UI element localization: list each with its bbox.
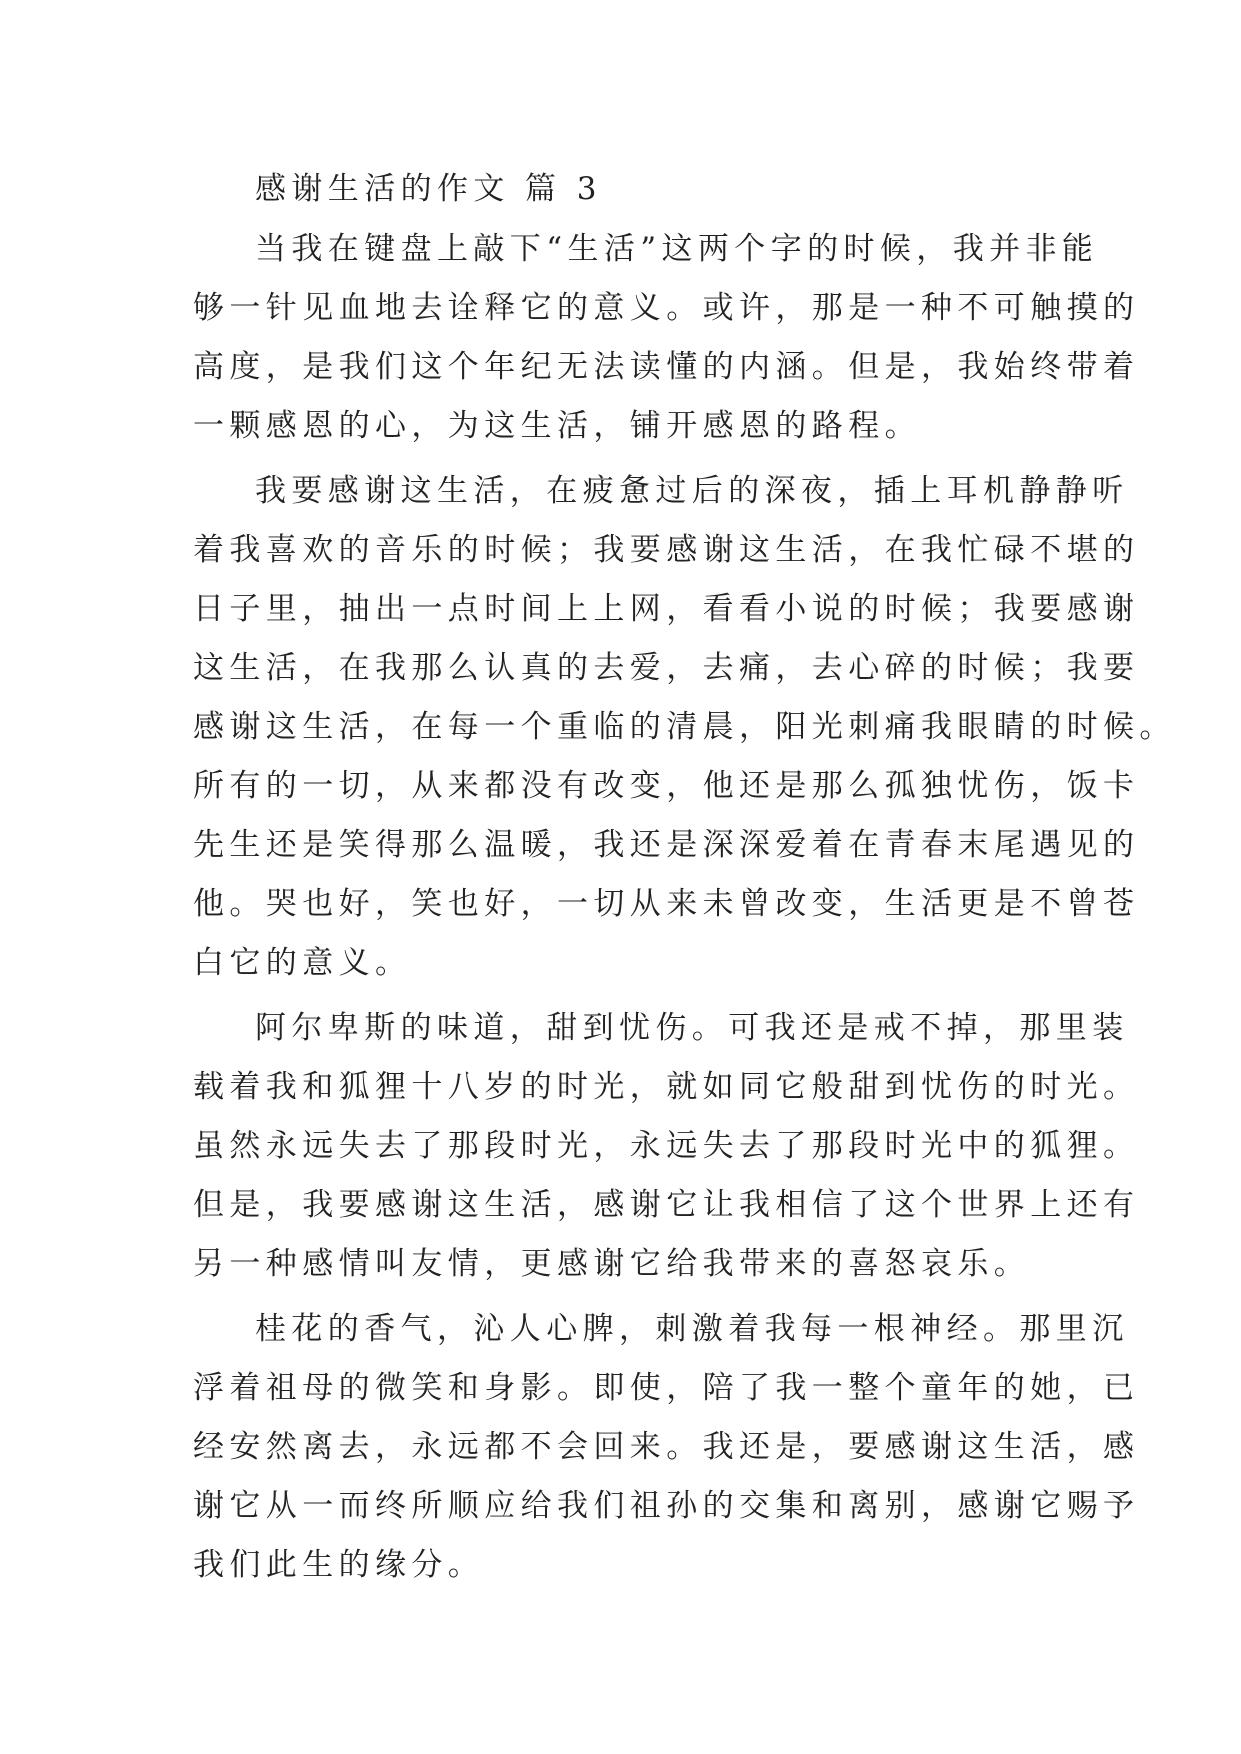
paragraph-3 [193, 999, 1140, 1294]
paragraph-2 [193, 462, 1176, 993]
paragraph-line: 先生还是笑得那么温暖，我还是深深爱着在青春末尾遇见的 [193, 827, 1140, 863]
paragraph-line: 浮着祖母的微笑和身影。即使，陪了我一整个童年的她，已 [193, 1370, 1140, 1406]
paragraph-line: 谢它从一而终所顺应给我们祖孙的交集和离别，感谢它赐予 [193, 1488, 1140, 1524]
paragraph-line: 当我在键盘上敲下“生活”这两个字的时候，我并非能 [255, 231, 1099, 267]
paragraph-line: 载着我和狐狸十八岁的时光，就如同它般甜到忧伤的时光。 [193, 1069, 1140, 1105]
paragraph-line: 但是，我要感谢这生活，感谢它让我相信了这个世界上还有 [193, 1187, 1140, 1223]
paragraph-line: 经安然离去，永远都不会回来。我还是，要感谢这生活，感 [193, 1429, 1140, 1465]
paragraph-line: 白它的意义。 [193, 945, 412, 981]
paragraph-line: 阿尔卑斯的味道，甜到忧伤。可我还是戒不掉，那里装 [255, 1010, 1129, 1046]
paragraph-line: 这生活，在我那么认真的去爱，去痛，去心碎的时候；我要 [193, 650, 1140, 686]
paragraph-line: 感谢这生活，在每一个重临的清晨，阳光刺痛我眼睛的时候。 [193, 709, 1176, 745]
paragraph-line: 一颗感恩的心，为这生活，铺开感恩的路程。 [193, 408, 921, 444]
paragraph-line: 高度，是我们这个年纪无法读懂的内涵。但是，我始终带着 [193, 349, 1140, 385]
paragraph-line: 桂花的香气，沁人心脾，刺激着我每一根神经。那里沉 [255, 1311, 1129, 1347]
paragraph-line: 够一针见血地去诠释它的意义。或许，那是一种不可触摸的 [193, 290, 1140, 326]
paragraph-line: 日子里，抽出一点时间上上网，看看小说的时候；我要感谢 [193, 591, 1140, 627]
paragraph-line: 我们此生的缘分。 [193, 1547, 485, 1583]
paragraph-line: 他。哭也好，笑也好，一切从来未曾改变，生活更是不曾苍 [193, 886, 1140, 922]
document-title: 感谢生活的作文 篇 3 [255, 171, 602, 207]
paragraph-line: 我要感谢这生活，在疲惫过后的深夜，插上耳机静静听 [255, 473, 1129, 509]
paragraph-line: 另一种感情叫友情，更感谢它给我带来的喜怒哀乐。 [193, 1246, 1031, 1282]
paragraph-4 [193, 1300, 1140, 1595]
paragraph-line: 虽然永远失去了那段时光，永远失去了那段时光中的狐狸。 [193, 1128, 1140, 1164]
paragraph-1 [193, 220, 1140, 456]
paragraph-line: 着我喜欢的音乐的时候；我要感谢这生活，在我忙碌不堪的 [193, 532, 1140, 568]
paragraph-line: 所有的一切，从来都没有改变，他还是那么孤独忧伤，饭卡 [193, 768, 1140, 804]
document-body [193, 158, 1176, 1595]
